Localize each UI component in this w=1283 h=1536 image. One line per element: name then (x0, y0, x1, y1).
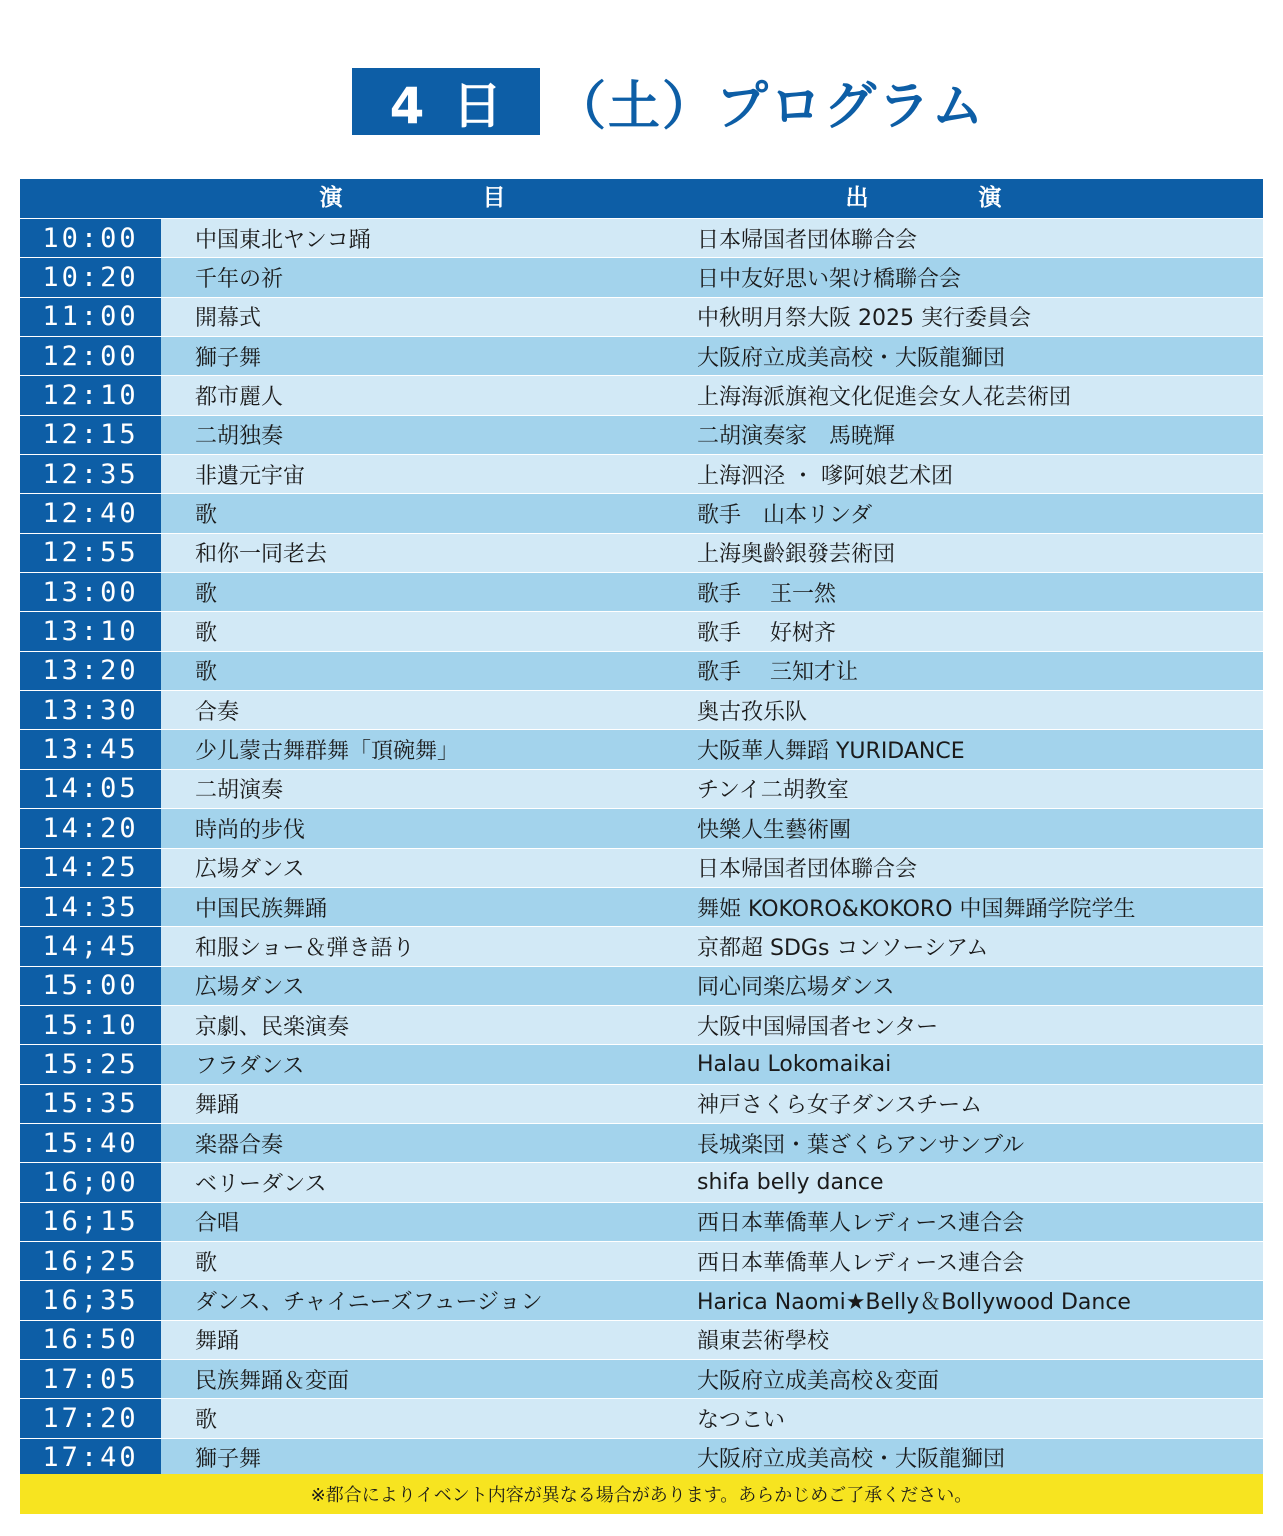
table-row (20, 611, 1263, 650)
time-cell: 13:45 (20, 729, 161, 768)
time-cell: 11:00 (20, 297, 161, 336)
table-row (20, 1320, 1263, 1359)
performer-cell: 歌手 三知才让 (664, 651, 1263, 690)
act-cell: 非遺元宇宙 (161, 454, 664, 493)
table-row (20, 336, 1263, 375)
table-row (20, 1280, 1263, 1319)
time-cell: 12:55 (20, 533, 161, 572)
table-row (20, 1162, 1263, 1201)
table-row (20, 887, 1263, 926)
performer-cell: 歌手 山本リンダ (664, 493, 1263, 532)
act-cell: 二胡独奏 (161, 415, 664, 454)
table-row (20, 1398, 1263, 1437)
table-body (20, 218, 1263, 1477)
performer-cell: 中秋明月祭大阪 2025 実行委員会 (664, 297, 1263, 336)
act-cell: 千年の祈 (161, 257, 664, 296)
time-cell: 15:00 (20, 966, 161, 1005)
time-cell: 17:40 (20, 1438, 161, 1477)
table-row (20, 966, 1263, 1005)
time-cell: 17:05 (20, 1359, 161, 1398)
time-cell: 16;00 (20, 1162, 161, 1201)
table-row (20, 533, 1263, 572)
act-cell: 舞踊 (161, 1320, 664, 1359)
performer-cell: 日中友好思い架け橋聯合会 (664, 257, 1263, 296)
table-row (20, 769, 1263, 808)
act-cell: 開幕式 (161, 297, 664, 336)
performer-cell: Harica Naomi★Belly＆Bollywood Dance (664, 1280, 1263, 1319)
time-cell: 13:20 (20, 651, 161, 690)
table-row (20, 1202, 1263, 1241)
performer-cell: 日本帰国者団体聯合会 (664, 848, 1263, 887)
time-cell: 12:00 (20, 336, 161, 375)
act-cell: 歌 (161, 572, 664, 611)
act-cell: 舞踊 (161, 1084, 664, 1123)
performer-cell: 上海泗泾 ・ 嗲阿娘艺术团 (664, 454, 1263, 493)
table-row (20, 297, 1263, 336)
performer-cell: なつこい (664, 1398, 1263, 1437)
performer-cell: Halau Lokomaikai (664, 1044, 1263, 1083)
time-cell: 13:10 (20, 611, 161, 650)
time-cell: 12:10 (20, 375, 161, 414)
act-cell: フラダンス (161, 1044, 664, 1083)
page-title (352, 68, 985, 135)
table-row (20, 454, 1263, 493)
time-cell: 14:25 (20, 848, 161, 887)
act-cell: 歌 (161, 651, 664, 690)
act-cell: 歌 (161, 493, 664, 532)
time-cell: 14;45 (20, 926, 161, 965)
table-row (20, 690, 1263, 729)
act-cell: 獅子舞 (161, 336, 664, 375)
time-cell: 14:05 (20, 769, 161, 808)
act-cell: 中国民族舞踊 (161, 887, 664, 926)
table-row (20, 1005, 1263, 1044)
act-cell: 歌 (161, 1398, 664, 1437)
act-cell: 合奏 (161, 690, 664, 729)
table-row (20, 218, 1263, 257)
time-cell: 16;35 (20, 1280, 161, 1319)
act-cell: 和你一同老去 (161, 533, 664, 572)
performer-cell: 舞姫 KOKORO&KOKORO 中国舞踊学院学生 (664, 887, 1263, 926)
time-cell: 16;25 (20, 1241, 161, 1280)
performer-cell: 上海奥齡銀發芸術団 (664, 533, 1263, 572)
time-cell: 12:35 (20, 454, 161, 493)
performer-cell: 日本帰国者団体聯合会 (664, 218, 1263, 257)
table-row (20, 572, 1263, 611)
performer-cell: 京都超 SDGs コンソーシアム (664, 926, 1263, 965)
table-row (20, 1438, 1263, 1477)
performer-cell: 奥古孜乐队 (664, 690, 1263, 729)
table-row (20, 729, 1263, 768)
table-row (20, 415, 1263, 454)
table-row (20, 1359, 1263, 1398)
performer-cell: 歌手 好树齐 (664, 611, 1263, 650)
time-cell: 13:30 (20, 690, 161, 729)
performer-cell: 二胡演奏家 馬暁輝 (664, 415, 1263, 454)
performer-cell: 上海海派旗袍文化促進会女人花芸術団 (664, 375, 1263, 414)
act-cell: 和服ショー＆弾き語り (161, 926, 664, 965)
time-cell: 15:35 (20, 1084, 161, 1123)
table-row (20, 1241, 1263, 1280)
time-cell: 14:20 (20, 808, 161, 847)
disclaimer-note: ※都合によりイベント内容が異なる場合があります。あらかじめご了承ください。 (20, 1474, 1263, 1514)
time-cell: 15:40 (20, 1123, 161, 1162)
performer-cell: 歌手 王一然 (664, 572, 1263, 611)
act-cell: 歌 (161, 611, 664, 650)
header-act: 演目 (319, 185, 646, 211)
time-cell: 12:40 (20, 493, 161, 532)
time-cell: 10:00 (20, 218, 161, 257)
performer-cell: 同心同楽広場ダンス (664, 966, 1263, 1005)
table-row (20, 926, 1263, 965)
table-row (20, 1044, 1263, 1083)
performer-cell: 大阪府立成美高校・大阪龍獅団 (664, 336, 1263, 375)
performer-cell: 長城楽団・葉ざくらアンサンブル (664, 1123, 1263, 1162)
time-cell: 13:00 (20, 572, 161, 611)
act-cell: 都市麗人 (161, 375, 664, 414)
time-cell: 15:10 (20, 1005, 161, 1044)
table-row (20, 493, 1263, 532)
time-cell: 16;15 (20, 1202, 161, 1241)
table-row (20, 848, 1263, 887)
performer-cell: 快樂人生藝術團 (664, 808, 1263, 847)
table-row (20, 808, 1263, 847)
time-cell: 16:50 (20, 1320, 161, 1359)
time-cell: 10:20 (20, 257, 161, 296)
performer-cell: 神戸さくら女子ダンスチーム (664, 1084, 1263, 1123)
performer-cell: 西日本華僑華人レディース連合会 (664, 1241, 1263, 1280)
act-cell: 楽器合奏 (161, 1123, 664, 1162)
act-cell: 京劇、民楽演奏 (161, 1005, 664, 1044)
act-cell: 中国東北ヤンコ踊 (161, 218, 664, 257)
performer-cell: 大阪中国帰国者センター (664, 1005, 1263, 1044)
performer-cell: shifa belly dance (664, 1162, 1263, 1201)
act-cell: 歌 (161, 1241, 664, 1280)
act-cell: 合唱 (161, 1202, 664, 1241)
act-cell: 時尚的步伐 (161, 808, 664, 847)
time-cell: 12:15 (20, 415, 161, 454)
title-text: （土）プログラム (554, 77, 986, 137)
table-row (20, 1123, 1263, 1162)
act-cell: 広場ダンス (161, 966, 664, 1005)
performer-cell: 韻東芸術學校 (664, 1320, 1263, 1359)
header-performer: 出演 (845, 185, 1112, 211)
time-cell: 15:25 (20, 1044, 161, 1083)
performer-cell: 大阪府立成美高校・大阪龍獅団 (664, 1438, 1263, 1477)
act-cell: 広場ダンス (161, 848, 664, 887)
table-header (20, 179, 1263, 218)
time-cell: 14:35 (20, 887, 161, 926)
header-time-cell (20, 179, 161, 218)
act-cell: ダンス、チャイニーズフュージョン (161, 1280, 664, 1319)
performer-cell: 大阪府立成美高校＆変面 (664, 1359, 1263, 1398)
act-cell: 二胡演奏 (161, 769, 664, 808)
program-table (20, 179, 1263, 1477)
act-cell: 少儿蒙古舞群舞「頂碗舞」 (161, 729, 664, 768)
act-cell: ベリーダンス (161, 1162, 664, 1201)
performer-cell: 西日本華僑華人レディース連合会 (664, 1202, 1263, 1241)
performer-cell: チンイ二胡教室 (664, 769, 1263, 808)
act-cell: 民族舞踊＆変面 (161, 1359, 664, 1398)
performer-cell: 大阪華人舞蹈 YURIDANCE (664, 729, 1263, 768)
time-cell: 17:20 (20, 1398, 161, 1437)
table-row (20, 375, 1263, 414)
act-cell: 獅子舞 (161, 1438, 664, 1477)
title-day-box: 4日 (352, 68, 540, 135)
table-row (20, 257, 1263, 296)
table-row (20, 1084, 1263, 1123)
table-row (20, 651, 1263, 690)
